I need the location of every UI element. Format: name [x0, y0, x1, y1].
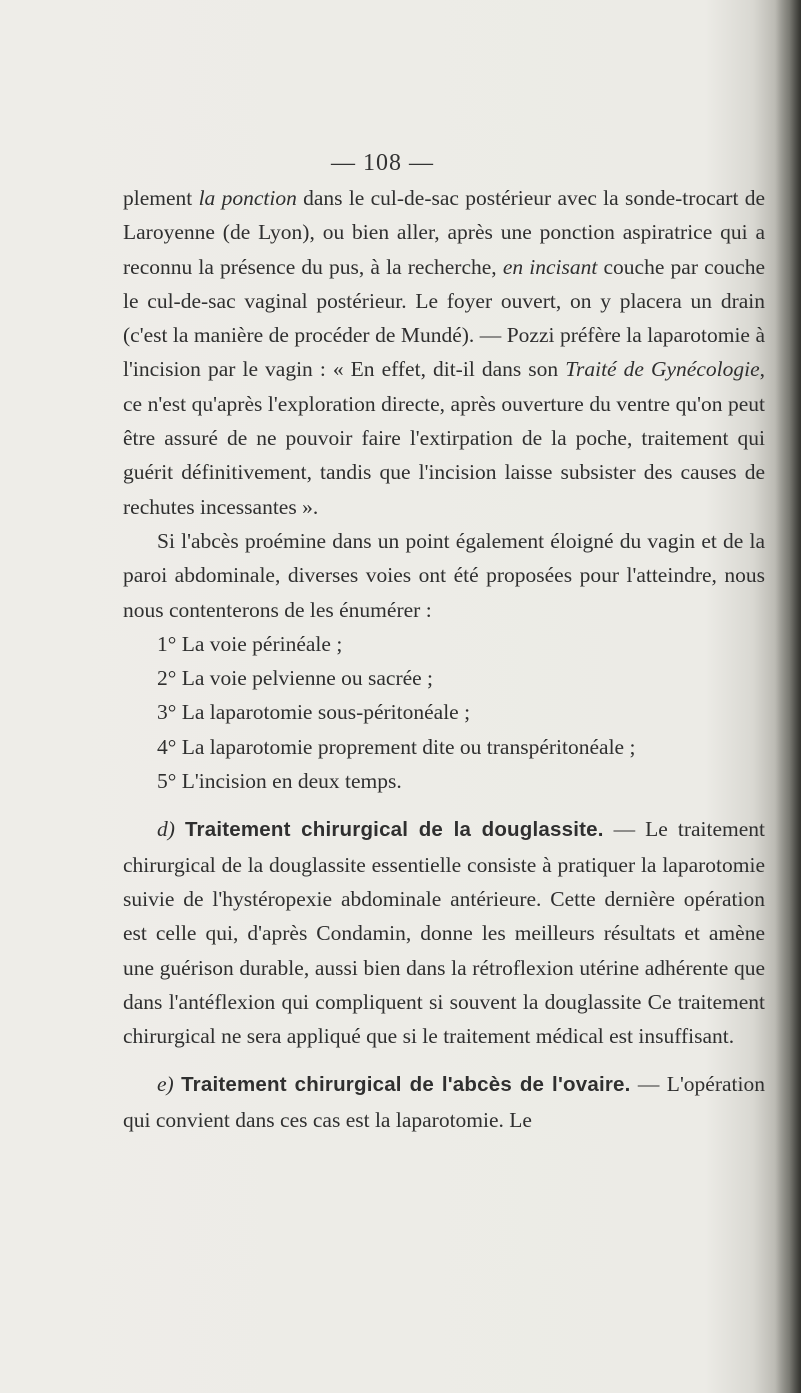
- page-number: — 108 —: [331, 150, 434, 176]
- list-item: 4° La laparotomie proprement dite ou transpéritonéale ;: [157, 734, 636, 759]
- section-d-heading: Traitement chirurgical de la douglassite.: [184, 818, 604, 842]
- list-item: 1° La voie périnéale ;: [157, 631, 343, 656]
- paragraph1-part2: dans le cul-de-sac postérieur avec la sonde-trocart de Laroyenne (de Lyon), ou bien aller, après une ponction aspiratrice qui a reconnu la présence du pus, à la recherche,: [123, 186, 765, 279]
- voies-list: [123, 627, 765, 798]
- paragraph1-italic-incisant: en incisant: [502, 254, 598, 279]
- paragraph1-part1: plement: [123, 186, 199, 210]
- section-d-paragraph: [123, 812, 765, 1053]
- paragraph1-italic-traite: Traité de Gynécologie: [565, 357, 760, 382]
- section-d-body: — Le traitement chirurgical de la douglassite essentielle consiste à pratiquer la laparotomie suivie de l'hystéropexie abdominale antérieure. Cette dernière opération est celle qui, d'après Condamin, donne les meilleurs résultats et amène une guérison durable, aussi bien dans la rétroflexion utérine adhérente que dans l'antéflexion qui compliquent si souvent la douglassite Ce traitement chirurgical ne sera appliqué que si le traitement médical est insuffisant.: [123, 817, 766, 1049]
- spacer: [123, 1053, 765, 1067]
- paragraph-abces-voies: Si l'abcès proémine dans un point également éloigné du vagin et de la paroi abdominale, diverses voies ont été proposées pour l'atteindre, nous nous contenterons de les énumérer :: [123, 528, 765, 622]
- list-item: 2° La voie pelvienne ou sacrée ;: [157, 666, 434, 691]
- section-d-marker: d): [157, 817, 175, 842]
- paragraph-continuation: [123, 181, 765, 524]
- list-item: 5° L'incision en deux temps.: [157, 769, 402, 794]
- paragraph1-part4: , ce n'est qu'après l'exploration directe, après ouverture du ventre qu'on peut être assuré de ne pouvoir faire l'extirpation de la poche, traitement qui guérit définitivement, tandis que l'incision laisse subsister des causes de rechutes incessantes ».: [123, 357, 765, 519]
- paragraph1-italic-ponction: la ponction: [198, 186, 297, 210]
- section-e-body: — L'opération qui convient dans ces cas est la laparotomie. Le: [123, 1072, 766, 1132]
- list-item: 3° La laparotomie sous-péritonéale ;: [157, 700, 471, 725]
- section-e-marker: e): [157, 1072, 174, 1097]
- page-edge-shadow: [775, 0, 801, 1393]
- page-text: [123, 181, 765, 1137]
- paragraph1-part3: couche par couche le cul-de-sac vaginal postérieur. Le foyer ouvert, on y placera un drain (c'est la manière de procéder de Mundé). — Pozzi préfère la laparotomie à l'incision par le vagin : « En effet, dit-il dans son: [123, 254, 766, 382]
- section-e-paragraph: [123, 1067, 765, 1137]
- section-e-heading: Traitement chirurgical de l'abcès de l'ovaire.: [181, 1073, 631, 1097]
- spacer: [123, 798, 765, 812]
